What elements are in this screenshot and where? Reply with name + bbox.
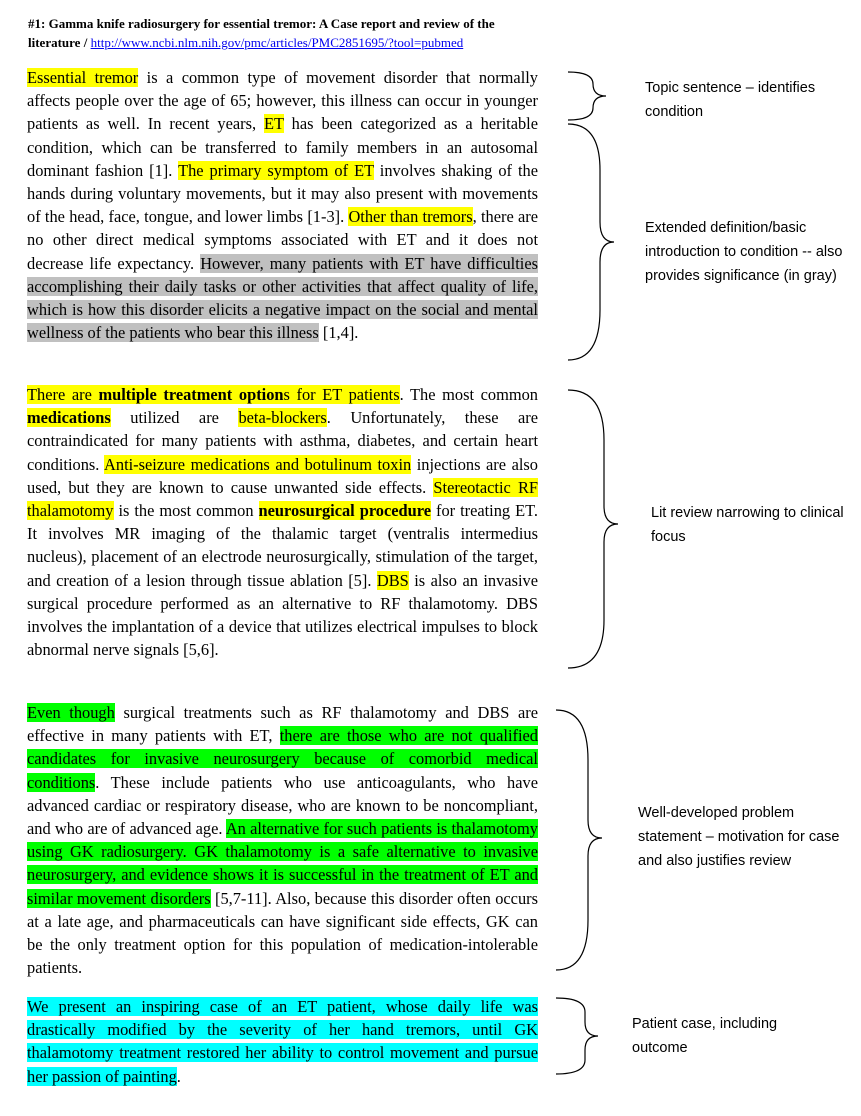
highlighted-text: Anti-seizure medications and botulinum toxin [104,454,412,474]
body-text: injections are also used, but they are known to cause unwanted side effects. [27,454,538,497]
highlighted-text: Even though [27,703,115,722]
body-text: is also an invasive surgical procedure performed as an alternative to RF thalamotomy. DBS involves the implantation of a device that utilizes electrical impulses to block abnormal nerve signals [5,6]. [27,570,538,660]
annotation-litreview: Lit review narrowing to clinical focus [651,505,844,545]
body-text: . Unfortunately, these are contraindicated for many patients with asthma, diabetes, and certain heart conditions. [27,408,538,474]
highlighted-text: beta-blockers [238,408,327,428]
brace-litreview [568,390,618,668]
annotation-topic: Topic sentence – identifies condition [645,80,816,120]
title-separator: / [80,35,91,50]
highlighted-text: ET [264,114,284,134]
brace-problem [556,710,602,970]
body-text: has been categorized as a heritable condition, which can be transferred to family members in an autosomal dominant fashion [1]. [27,114,538,180]
body-text: is the most common [113,501,259,521]
body-text: [5,7-11]. Also, because this disorder often occurs at a late age, and pharmaceuticals can have significant side effects, GK can be the only treatment option for this population of medication-intolerable patients. [27,888,538,978]
body-text: surgical treatments such as RF thalamotomy and DBS are effective in many patients with ET, [27,703,538,746]
brace-topic [568,72,606,120]
annotation-problem: Well-developed problem statement – motivation for case and also justifies review [638,805,840,869]
body-text: for treating ET. It involves MR imaging of the thalamic target (ventralis intermedius nucleus), placement of an electrode neurosurgically, stimulation of the target, and creation of a lesion through tissue ablation [5]. [27,501,538,590]
highlighted-text: However, many patients with ET have difficulties accomplishing their daily tasks or other activities that affect quality of life, which is how this disorder elicits a negative impact on the social and mental wellness of the patients who bear this illness [27,253,538,343]
highlighted-text: neurosurgical procedure [258,501,432,521]
highlighted-text: medications [27,408,111,428]
highlighted-text: There are [27,385,99,404]
highlighted-text: s for ET patients [283,385,400,404]
brace-patient [556,998,598,1074]
highlighted-text: Other than tremors [348,207,473,227]
title-text: #1: Gamma knife radiosurgery for essential tremor: A Case report and review of the literature [28,16,495,50]
body-text: . The most common [399,385,538,404]
body-text: involves shaking of the hands during voluntary movements, but it may also present with movements of the head, face, tongue, and lower limbs [1-3]. [27,160,538,227]
body-text: is a common type of movement disorder that normally affects people over the age of 65; however, this illness can occur in younger patients as well. In recent years, [27,68,538,134]
body-text: . [176,1066,181,1086]
highlighted-text: there are those who are not qualified candidates for invasive neurosurgery because of comorbid medical conditions [27,726,538,792]
highlighted-text: Stereotactic RF thalamotomy [27,477,539,521]
body-text: . These include patients who use anticoagulants, who have advanced cardiac or respiratory disease, who are known to be noncompliant, and who are of advanced age. [27,772,538,839]
highlighted-text: Essential tremor [27,68,139,87]
source-link[interactable]: http://www.ncbi.nlm.nih.gov/pmc/articles/PMC2851695/?tool=pubmed [90,35,464,50]
highlighted-text: multiple treatment option [98,385,284,404]
highlighted-text: We present an inspiring case of an ET patient, whose daily life was drastically modified by the severity of her hand tremors, until GK thalamotomy treatment restored her ability to control movement and pursue her passion of painting [27,997,538,1086]
annotation-patient: Patient case, including outcome [632,1016,778,1056]
body-text: , there are no other direct medical symptoms associated with ET and it does not decrease life expectancy. [27,207,538,273]
highlighted-text: An alternative for such patients is thalamotomy using GK radiosurgery. GK thalamotomy is a safe alternative to invasive neurosurgery, and evidence shows it is successful in the treatment of ET and similar movement disorders [27,819,538,908]
body-text: [1,4]. [318,323,359,343]
highlighted-text: The primary symptom of ET [178,160,374,180]
body-text: utilized are [110,408,239,428]
highlighted-text: DBS [376,570,409,590]
brace-extended [568,124,614,360]
annotation-extended: Extended definition/basic introduction to condition -- also provides significance (in gray) [645,220,843,284]
